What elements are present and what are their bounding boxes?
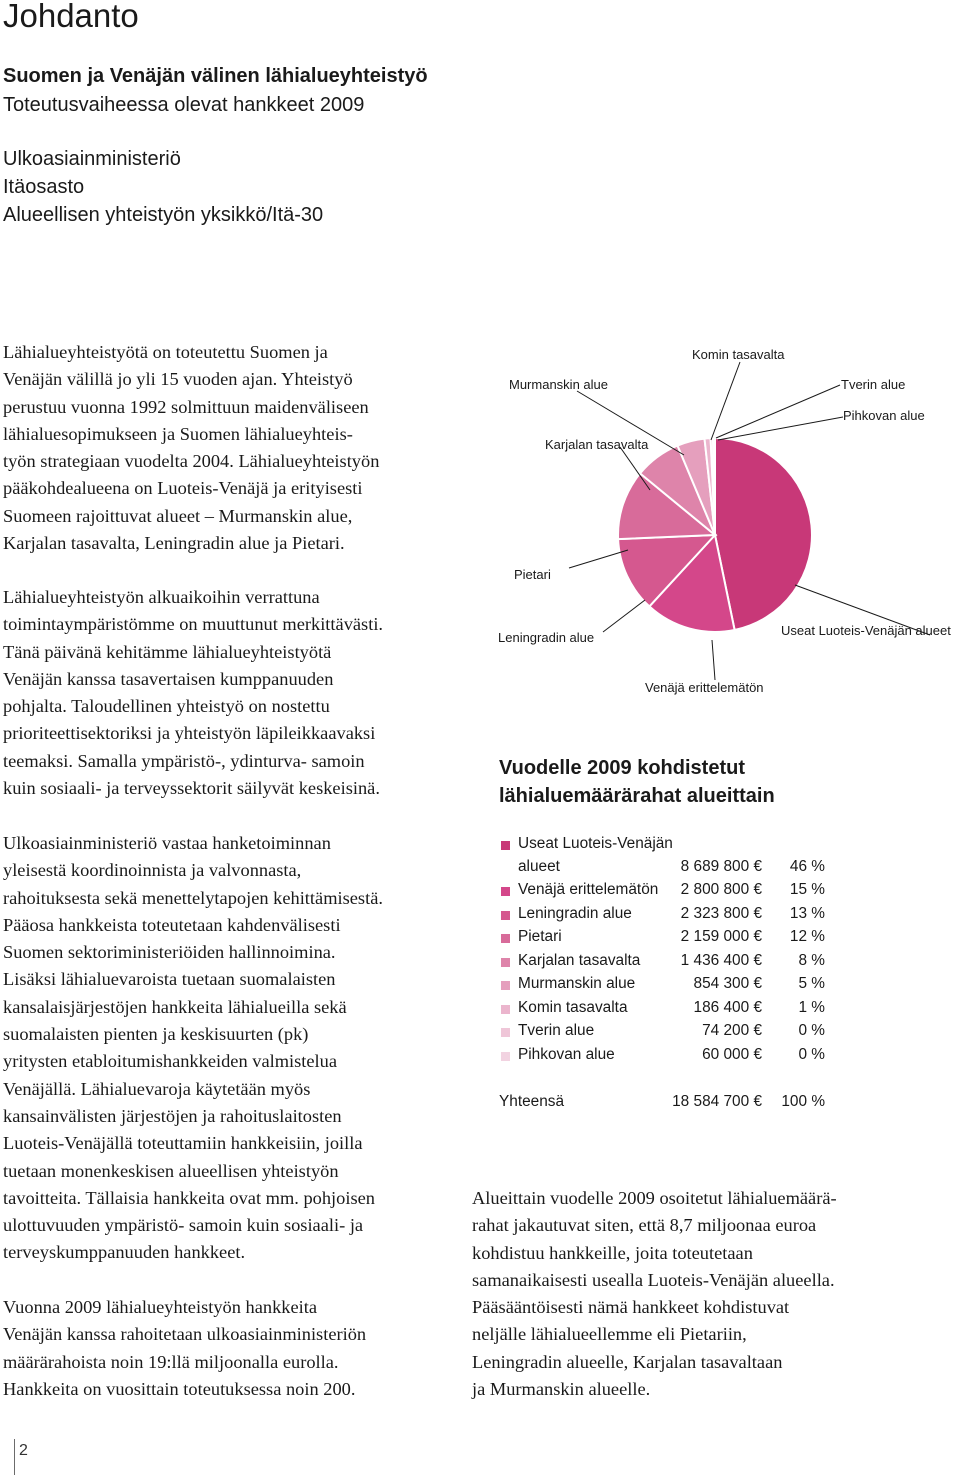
text-line: pohjalta. Taloudellinen yhteistyö on nostettu	[3, 696, 330, 717]
text-line: kansalaisjärjestöjen hankkeita lähialueilla sekä	[3, 996, 347, 1017]
legend-name: Karjalan tasavalta	[518, 951, 641, 969]
legend-percent: 12 %	[789, 928, 825, 945]
text-line: yleisestä koordinoinnista ja valvonnasta,	[3, 860, 302, 881]
page-number-rule	[14, 1439, 15, 1475]
text-line: yritysten etabloitumishankkeiden valmistelua	[3, 1051, 338, 1072]
text-line: ja Murmanskin alueelle.	[472, 1379, 651, 1400]
pie-label-useat: Useat Luoteis-Venäjän alueet	[781, 623, 951, 638]
funding-paragraph	[3, 1294, 463, 1403]
legend-amount: 60 000 €	[702, 1045, 762, 1063]
text-line: Vuonna 2009 lähialueyhteistyön hankkeita	[3, 1297, 318, 1317]
text-line: ulottuvuuden ympäristö- samoin kuin sosiaali- ja	[3, 1215, 364, 1236]
pie-label-leningrad: Leningradin alue	[498, 630, 595, 645]
legend-swatch	[501, 841, 510, 850]
legend-name-cont: alueet	[518, 858, 560, 875]
legend-percent: 1 %	[798, 998, 825, 1016]
legend-swatch	[501, 887, 510, 896]
org-line: Ulkoasiainministeriö	[3, 148, 181, 170]
legend-name: Useat Luoteis-Venäjän	[518, 835, 673, 852]
text-line: rahoituksesta sekä menettelytapojen kehittämisestä.	[3, 887, 383, 908]
text-line: teemaksi. Samalla ympäristö-, ydinturva- samoin	[3, 750, 365, 771]
legend-row	[499, 997, 859, 1019]
text-line: Pääsääntöisesti nämä hankkeet kohdistuvat	[472, 1297, 790, 1318]
legend-name: Murmanskin alue	[518, 975, 636, 992]
text-line: kansainvälisten järjestöjen ja rahoituslaitosten	[3, 1105, 342, 1126]
text-line: rahat jakautuvat siten, että 8,7 miljoonaa euroa	[472, 1215, 817, 1236]
legend-swatch	[501, 934, 510, 943]
legend-percent: 46 %	[789, 858, 825, 875]
legend-name: Venäjä erittelemätön	[518, 881, 659, 898]
legend-total-label: Yhteensä	[499, 1093, 565, 1110]
text-line: samanaikaisesti usealla Luoteis-Venäjän alueella.	[472, 1269, 835, 1290]
legend-name: Pietari	[518, 928, 562, 945]
chart-title-line: lähialuemäärärahat alueittain	[499, 785, 775, 807]
pie-label-komi: Komin tasavalta	[692, 347, 785, 362]
legend-total-amount: 18 584 700 €	[672, 1093, 762, 1110]
allocation-paragraph	[472, 1185, 942, 1403]
text-line: lähialuesopimukseen ja Suomen lähialueyhteis-	[3, 423, 353, 444]
legend-amount: 854 300 €	[693, 975, 762, 992]
text-line: Karjalan tasavalta, Leningradin alue ja Pietari.	[3, 533, 345, 554]
legend-row	[499, 1044, 859, 1066]
text-line: neljälle lähialueellemme eli Pietariin,	[472, 1324, 747, 1345]
legend-amount: 1 436 400 €	[680, 951, 762, 969]
leader-line	[603, 600, 645, 632]
ministry-paragraph	[3, 830, 463, 1267]
leader-line	[569, 550, 628, 568]
legend-name: Tverin alue	[518, 1022, 595, 1039]
legend-swatch	[501, 1005, 510, 1014]
legend-percent: 0 %	[798, 1045, 825, 1063]
legend-total-row	[499, 1091, 859, 1113]
legend-total-percent: 100 %	[781, 1093, 825, 1110]
pie-label-pihkova: Pihkovan alue	[843, 408, 925, 423]
org-line: Itäosasto	[3, 176, 85, 198]
pie-label-pietari: Pietari	[514, 567, 551, 582]
text-line: Lähialueyhteistyön alkuaikoihin verrattuna	[3, 587, 320, 607]
legend-amount: 186 400 €	[693, 998, 762, 1016]
chart-title	[499, 754, 775, 810]
legend-name: Leningradin alue	[518, 904, 632, 922]
pie-label-karjala: Karjalan tasavalta	[545, 437, 649, 452]
leader-line	[712, 640, 715, 680]
chart-title-line: Vuodelle 2009 kohdistetut	[499, 757, 745, 779]
text-line: Luoteis-Venäjällä toteuttamiin hankkeisiin, joilla	[3, 1133, 363, 1154]
text-line: Ulkoasiainministeriö vastaa hanketoiminnan	[3, 833, 331, 853]
legend-amount: 2 323 800 €	[680, 904, 762, 922]
legend-swatch	[501, 981, 510, 990]
page-title: Johdanto	[3, 0, 139, 34]
text-line: Lisäksi lähialuevaroista tuetaan suomalaisten	[3, 969, 336, 990]
text-line: Suomen sektoriministeriöiden hallinnoimina.	[3, 942, 336, 963]
legend-row	[499, 950, 859, 972]
text-line: kohdistuu hankkeille, joita toteutetaan	[472, 1242, 753, 1263]
text-line: tavoitteita. Tällaisia hankkeita ovat mm. pohjoisen	[3, 1187, 375, 1208]
org-line: Alueellisen yhteistyön yksikkö/Itä-30	[3, 204, 324, 226]
text-line: Venäjän kanssa rahoitetaan ulkoasiainministeriön	[3, 1324, 367, 1345]
legend-name: Komin tasavalta	[518, 998, 628, 1016]
legend-amount: 2 800 800 €	[680, 881, 762, 898]
text-line: suomalaisten pienten ja keskisuurten (pk)	[3, 1024, 309, 1045]
legend-row	[499, 1020, 859, 1042]
text-line: Alueittain vuodelle 2009 osoitetut lähialuemäärä-	[472, 1188, 837, 1208]
text-line: Venäjällä. Lähialuevaroja käytetään myös	[3, 1078, 311, 1099]
text-line: toimintaympäristömme on muuttunut merkittävästi.	[3, 614, 384, 635]
text-line: Suomeen rajoittuvat alueet – Murmanskin alue,	[3, 505, 353, 526]
text-line: Pääosa hankkeista toteutetaan kahdenvälisesti	[3, 914, 341, 935]
legend-amount: 2 159 000 €	[680, 928, 762, 945]
pie-label-venaja: Venäjä erittelemätön	[645, 680, 764, 695]
text-line: Venäjän kanssa tasavertaisen kumppanuuden	[3, 668, 334, 689]
legend-row	[499, 903, 859, 925]
legend-name: Pihkovan alue	[518, 1045, 615, 1063]
legend-amount: 74 200 €	[702, 1022, 762, 1039]
text-line: tuetaan monenkeskisen alueellisen yhteistyön	[3, 1160, 339, 1181]
text-line: määrärahoista noin 19:llä miljoonalla eurolla.	[3, 1351, 339, 1372]
leader-line	[711, 362, 740, 440]
text-line: pääkohdealueena on Luoteis-Venäjä ja erityisesti	[3, 478, 363, 499]
legend-amount: 8 689 800 €	[680, 858, 762, 875]
pie-label-tver: Tverin alue	[841, 377, 906, 392]
page-number: 2	[19, 1442, 28, 1459]
text-line: Leningradin alueelle, Karjalan tasavaltaan	[472, 1351, 783, 1372]
leader-line	[716, 385, 840, 438]
text-line: Hankkeita on vuosittain toteutuksessa noin 200.	[3, 1378, 356, 1399]
legend-row	[499, 833, 859, 875]
legend-swatch	[501, 911, 510, 920]
text-line: kuin sosiaali- ja terveyssektorit säilyvät keskeisinä.	[3, 778, 380, 799]
legend-swatch	[501, 958, 510, 967]
legend-percent: 15 %	[789, 881, 825, 898]
legend-percent: 13 %	[789, 904, 825, 922]
legend-swatch	[501, 1028, 510, 1037]
legend-row	[499, 879, 859, 901]
leader-line	[718, 417, 843, 440]
legend-percent: 5 %	[798, 975, 825, 992]
text-line: terveyskumppanuuden hankkeet.	[3, 1242, 246, 1263]
text-line: Lähialueyhteistyötä on toteutettu Suomen ja	[3, 342, 328, 362]
pie-label-murmansk: Murmanskin alue	[509, 377, 608, 392]
text-line: Tänä päivänä kehitämme lähialueyhteistyötä	[3, 641, 332, 662]
text-line: työn strategiaan vuodelta 2004. Lähialueyhteistyön	[3, 451, 380, 472]
legend-percent: 0 %	[798, 1022, 825, 1039]
text-line: prioriteettisektoriksi ja yhteistyön läpileikkaavaksi	[3, 723, 376, 744]
report-title: Suomen ja Venäjän välinen lähialueyhteistyö	[3, 65, 428, 87]
legend-row	[499, 973, 859, 995]
text-line: Venäjän välillä jo yli 15 vuoden ajan. Yhteistyö	[3, 369, 353, 390]
report-subtitle-line: Toteutusvaiheessa olevat hankkeet 2009	[3, 94, 365, 116]
text-line: perustuu vuonna 1992 solmittuun maidenväliseen	[3, 396, 369, 417]
legend-percent: 8 %	[798, 951, 825, 969]
legend-row	[499, 926, 859, 948]
legend-swatch	[501, 1052, 510, 1061]
